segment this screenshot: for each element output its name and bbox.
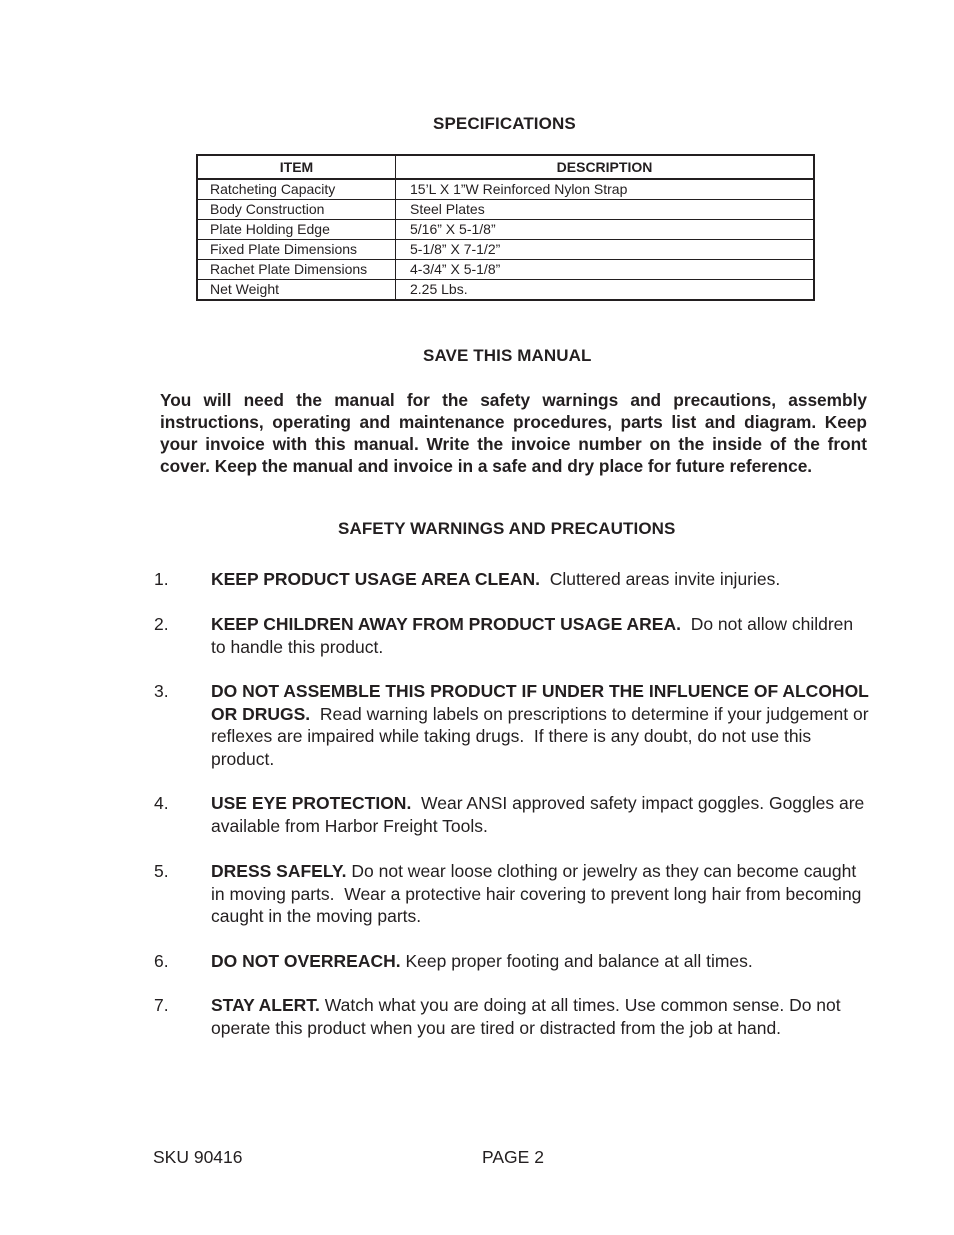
- column-header-item: ITEM: [197, 155, 396, 179]
- list-item-text: [211, 950, 871, 973]
- spec-description-cell: 5/16” X 5-1/8”: [396, 220, 815, 240]
- spec-description-cell: 2.25 Lbs.: [396, 280, 815, 301]
- specifications-heading: SPECIFICATIONS: [433, 114, 576, 133]
- table-header-row: [197, 155, 814, 179]
- list-item-text: [211, 994, 871, 1039]
- column-header-description: DESCRIPTION: [396, 155, 815, 179]
- spec-description-cell: Steel Plates: [396, 200, 815, 220]
- list-item-body: Keep proper footing and balance at all times.: [400, 951, 753, 971]
- footer-page-number: PAGE 2: [482, 1147, 544, 1167]
- list-item-body: Read warning labels on prescriptions to determine if your judgement or reflexes are impaired while taking drugs. If there is any doubt, do not use this product.: [211, 703, 874, 769]
- list-item-body: Do not wear loose clothing or jewelry as they can become caught in moving parts. Wear a protective hair covering to prevent long hair from becoming caught in the moving parts.: [211, 861, 867, 926]
- list-item-text: [211, 860, 871, 928]
- list-item-body: Watch what you are doing at all times. Use common sense. Do not operate this product when you are tired or distracted from the job at hand.: [211, 995, 846, 1038]
- spec-description-cell: 15’L X 1”W Reinforced Nylon Strap: [396, 179, 815, 200]
- list-item-text: [211, 792, 871, 837]
- spec-item-cell: Net Weight: [197, 280, 396, 301]
- list-item-number: 1.: [154, 569, 169, 589]
- list-item-lead: USE EYE PROTECTION.: [211, 793, 412, 813]
- save-manual-heading: SAVE THIS MANUAL: [423, 346, 592, 365]
- spec-item-cell: Body Construction: [197, 200, 396, 220]
- list-item-number: 6.: [154, 951, 169, 971]
- list-item-lead: DO NOT ASSEMBLE THIS PRODUCT IF UNDER THE INFLUENCE OF ALCOHOL OR DRUGS.: [211, 681, 869, 724]
- list-item-body: Cluttered areas invite injuries.: [539, 569, 781, 589]
- table-row: [197, 200, 814, 220]
- list-item-body: Wear ANSI approved safety impact goggles. Goggles are available from Harbor Freight Tools.: [211, 793, 870, 836]
- list-item-text: [211, 680, 874, 770]
- spec-item-cell: Ratcheting Capacity: [197, 179, 396, 200]
- spec-item-cell: Fixed Plate Dimensions: [197, 240, 396, 260]
- list-item-lead: STAY ALERT.: [211, 995, 320, 1015]
- list-item-number: 4.: [154, 793, 169, 813]
- list-item-lead: KEEP PRODUCT USAGE AREA CLEAN.: [211, 569, 540, 589]
- table-row: [197, 240, 814, 260]
- table-row: [197, 179, 814, 200]
- specifications-table: [196, 154, 815, 301]
- spec-description-cell: 4-3/4” X 5-1/8”: [396, 260, 815, 280]
- footer-sku: SKU 90416: [153, 1147, 243, 1167]
- table-row: [197, 260, 814, 280]
- list-item-body: Do not allow children to handle this product.: [211, 614, 859, 657]
- table-row: [197, 220, 814, 240]
- spec-description-cell: 5-1/8” X 7-1/2”: [396, 240, 815, 260]
- list-item-text: [211, 613, 871, 658]
- list-item-number: 2.: [154, 614, 169, 634]
- spec-item-cell: Rachet Plate Dimensions: [197, 260, 396, 280]
- list-item-lead: KEEP CHILDREN AWAY FROM PRODUCT USAGE AREA.: [211, 614, 681, 634]
- safety-heading: SAFETY WARNINGS AND PRECAUTIONS: [338, 519, 676, 538]
- list-item-lead: DO NOT OVERREACH.: [211, 951, 401, 971]
- list-item-number: 7.: [154, 995, 169, 1015]
- list-item-number: 3.: [154, 681, 169, 701]
- list-item-lead: DRESS SAFELY.: [211, 861, 347, 881]
- save-manual-paragraph: You will need the manual for the safety warnings and precautions, assembly instructions, operating and maintenance procedures, parts list and diagram. Keep your invoice with this manual. Write the invoice number on the inside of the front cover. Keep the manual and invoice in a safe and dry place for future reference.: [160, 390, 867, 476]
- table-row: [197, 280, 814, 301]
- list-item-number: 5.: [154, 861, 169, 881]
- spec-item-cell: Plate Holding Edge: [197, 220, 396, 240]
- list-item-text: [211, 568, 871, 591]
